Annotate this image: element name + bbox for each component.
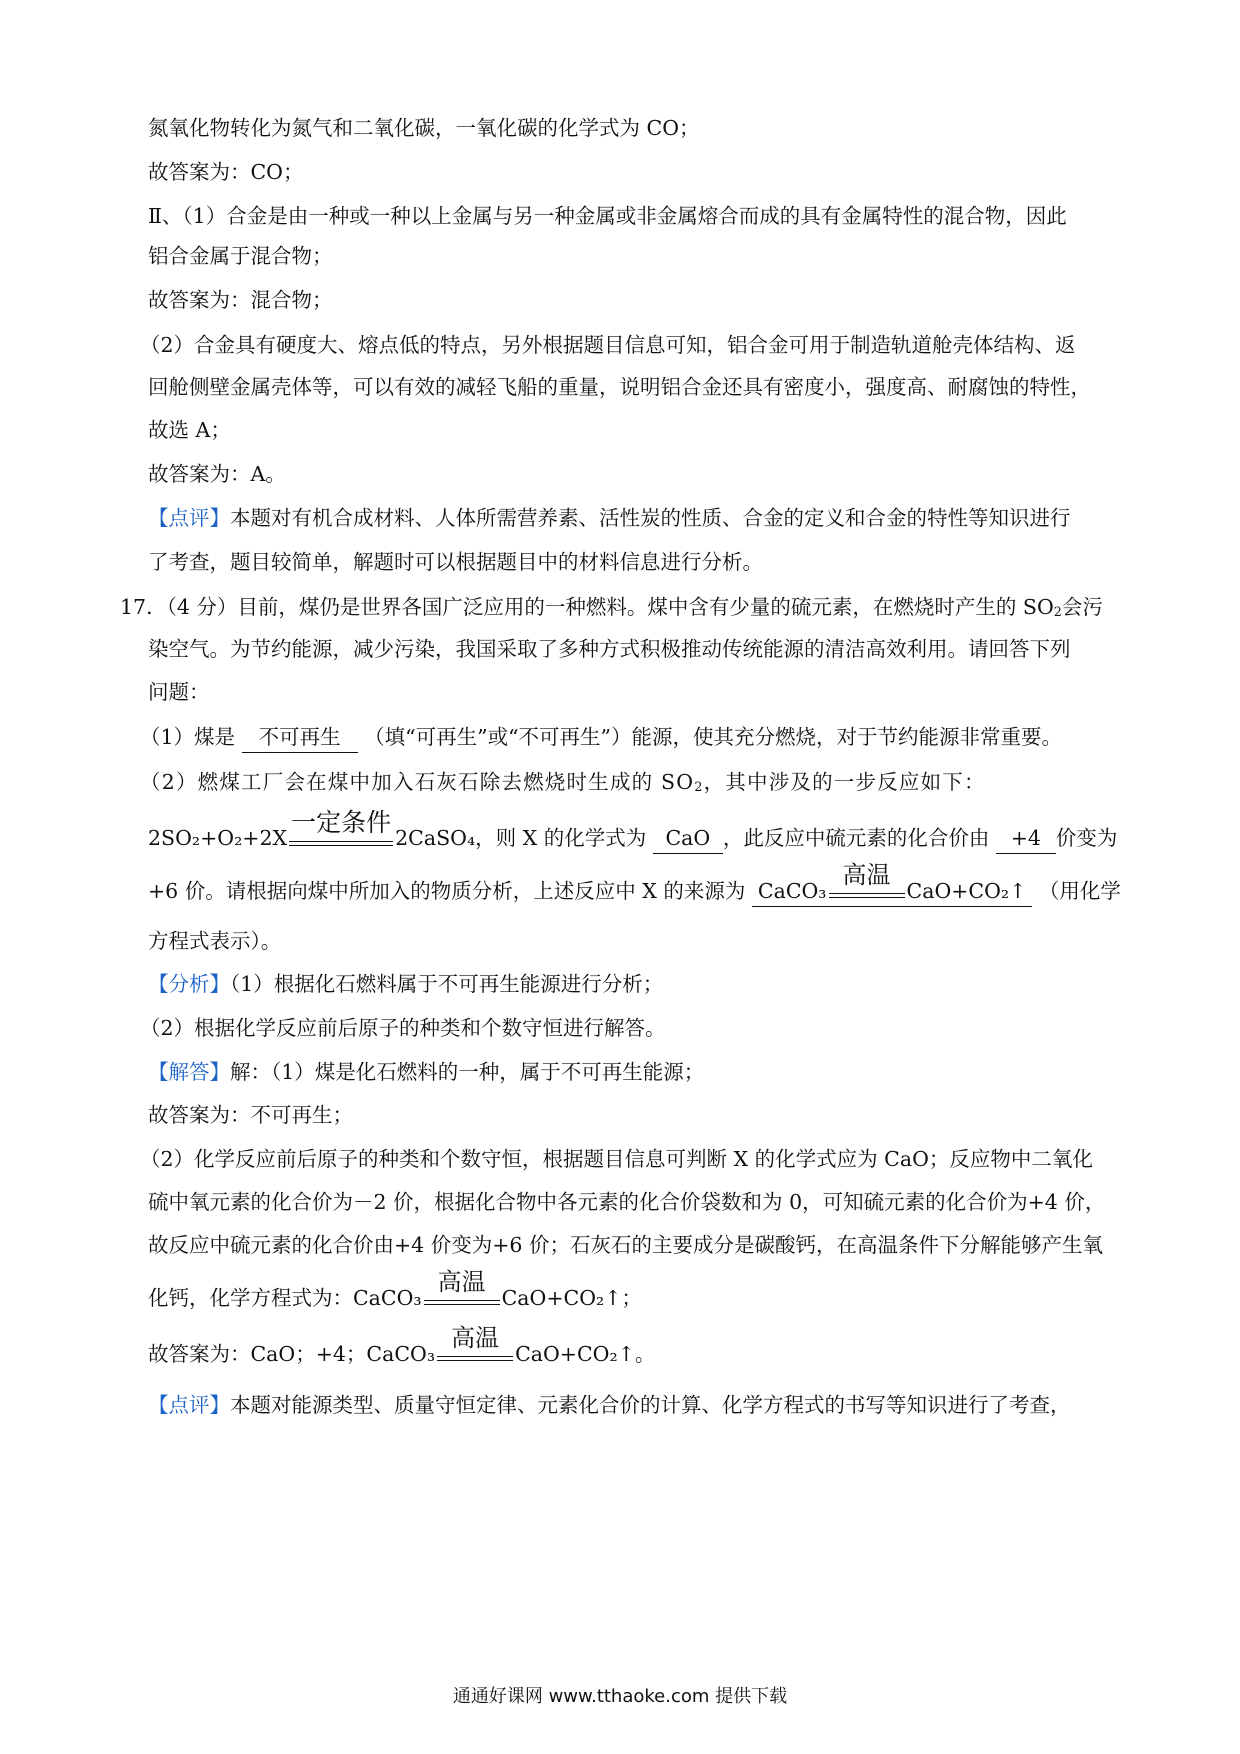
answer-line: 故答案为：CaO；+4；CaCO₃ 高温 CaO+CO₂↑。 — [148, 1339, 655, 1369]
text-line: （2）根据化学反应前后原子的种类和个数守恒进行解答。 — [140, 1016, 666, 1040]
text-line: 染空气。为节约能源，减少污染，我国采取了多种方式积极推动传统能源的清洁高效利用。请回答下列 — [148, 637, 1071, 661]
footer-text: 通通好课网 www.tthaoke.com 提供下载 — [452, 1686, 788, 1707]
text-line: 方程式表示）。 — [148, 929, 282, 953]
reaction-arrow — [287, 808, 395, 854]
text: （用化学 — [1038, 879, 1121, 903]
text-line: 故选 A； — [148, 418, 231, 442]
text-line: 氮氧化物转化为氮气和二氧化碳，一氧化碳的化学式为 CO； — [148, 116, 700, 140]
equation-left: 2SO₂+O₂+2X — [148, 826, 288, 850]
text-line: 问题： — [148, 680, 210, 704]
analysis-tag: 【分析】 — [148, 972, 230, 996]
comment-tag: 【点评】 — [148, 1393, 230, 1417]
text-line: 故反应中硫元素的化合价由+4 价变为+6 价；石灰石的主要成分是碳酸钙，在高温条件下分解能够产生氧 — [148, 1233, 1103, 1257]
answer-equation: CaCO₃ 高温 CaO+CO₂↑ — [752, 876, 1032, 907]
text-line: 了考查，题目较简单，解题时可以根据题目中的材料信息进行分析。 — [148, 550, 763, 574]
text-line: Ⅱ、（1）合金是由一种或一种以上金属与另一种金属或非金属熔合而成的具有金属特性的混合物，因此 — [148, 204, 1067, 228]
reaction-arrow — [435, 1324, 515, 1369]
part-text: （填“可再生”或“不可再生”）能源，使其充分燃烧，对于节约能源非常重要。 — [364, 725, 1063, 749]
part-text: ，其中涉及的一步反应如下： — [703, 770, 986, 794]
analysis-line: 【分析】（1）根据化石燃料属于不可再生能源进行分析； — [148, 972, 664, 996]
answer-blank: 不可再生 — [242, 722, 358, 753]
answer-blank: CaO — [653, 823, 723, 854]
reaction-condition: 一定条件 — [291, 808, 392, 837]
equation-line — [148, 808, 1118, 854]
reaction-condition: 高温 — [451, 1324, 500, 1352]
text-line: 故答案为：CO； — [148, 160, 304, 184]
comment-text: 本题对有机合成材料、人体所需营养素、活性炭的性质、合金的定义和合金的特性等知识进行 — [230, 506, 1071, 530]
part-text: （1）煤是 — [140, 725, 236, 749]
solution-line: 【解答】解：（1）煤是化石燃料的一种，属于不可再生能源； — [148, 1060, 705, 1084]
part-text: （2）燃煤工厂会在煤中加入石灰石除去燃烧时生成的 SO — [140, 770, 695, 794]
reaction-arrow — [827, 861, 907, 906]
text-line: 故答案为：混合物； — [148, 288, 333, 312]
equation-right: 2CaSO₄，则 X 的化学式为 — [395, 826, 647, 850]
question-text: 会污 — [1061, 595, 1103, 619]
solution-tag: 【解答】 — [148, 1060, 230, 1084]
text-line: （2）化学反应前后原子的种类和个数守恒，根据题目信息可判断 X 的化学式应为 CaO；反应物中二氧化 — [140, 1147, 1093, 1171]
text-line: 铝合金属于混合物； — [148, 244, 333, 268]
reaction-arrow — [422, 1268, 502, 1313]
text-line: （2）合金具有硬度大、熔点低的特点，另外根据题目信息可知，铝合金可用于制造轨道舱壳体结构、返 — [140, 333, 1076, 357]
question-text: 17．（4 分）目前，煤仍是世界各国广泛应用的一种燃料。煤中含有少量的硫元素，在燃烧时产生的 SO — [120, 595, 1054, 619]
reaction-condition: 高温 — [437, 1268, 486, 1296]
question-17-line: 17．（4 分）目前，煤仍是世界各国广泛应用的一种燃料。煤中含有少量的硫元素，在燃烧时产生的 $SO_2$会污 — [120, 595, 1103, 619]
text: 价变为 — [1055, 826, 1118, 850]
part-2-line: （2）燃煤工厂会在煤中加入石灰石除去燃烧时生成的 $SO_2$，其中涉及的一步反应如下： — [140, 770, 986, 794]
text-line: 硫中氧元素的化合价为－2 价，根据化合物中各元素的化合价袋数和为 0，可知硫元素的化合价为+4 价， — [148, 1190, 1106, 1214]
comment-line: 【点评】本题对能源类型、质量守恒定律、元素化合价的计算、化学方程式的书写等知识进行了考查， — [148, 1393, 1071, 1417]
comment-tag: 【点评】 — [148, 506, 230, 530]
text: ，此反应中硫元素的化合价由 — [722, 826, 990, 850]
reaction-condition: 高温 — [842, 861, 891, 889]
text-line: 回舱侧壁金属壳体等，可以有效的减轻飞船的重量，说明铝合金还具有密度小，强度高、耐腐蚀的特性， — [148, 375, 1091, 399]
text: +6 价。请根据向煤中所加入的物质分析，上述反应中 X 的来源为 — [148, 879, 746, 903]
text-line: 故答案为：不可再生； — [148, 1103, 353, 1127]
answer-blank: +4 — [996, 823, 1056, 854]
comment-line — [148, 503, 1071, 533]
text-line: 故答案为：A。 — [148, 462, 286, 486]
equation-line: 化钙，化学方程式为：CaCO₃ 高温 CaO+CO₂↑； — [148, 1283, 642, 1313]
source-line — [148, 861, 1121, 907]
part-1-line — [140, 722, 1062, 753]
